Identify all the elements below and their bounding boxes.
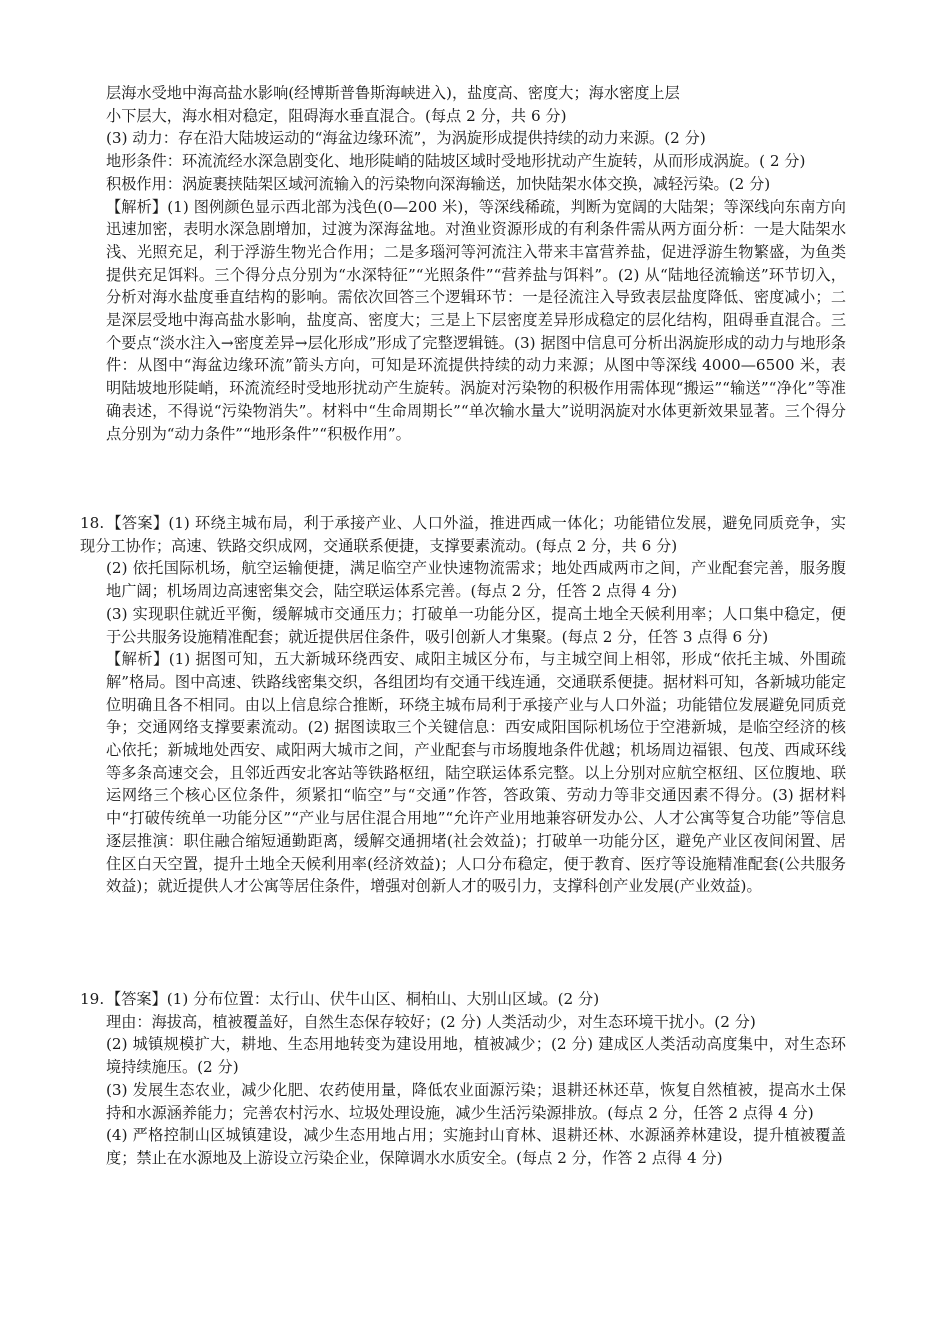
q18-answer-3: (3) 实现职住就近平衡，缓解城市交通压力；打破单一功能分区，提高土地全天候利用率；人口集中稳定，便于公共服务设施精准配套；就近提供居住条件，吸引创新人才集聚。(每点 2 分，任答 3 点得 6 分) <box>106 604 846 646</box>
q18-answer-2: (2) 依托国际机场，航空运输便捷，满足临空产业快速物流需求；地处西咸两市之间，产业配套完善，服务腹地广阔；机场周边高速密集交会，陆空联运体系完善。(每点 2 分，任答 2 点得 4 分) <box>106 559 846 601</box>
q19-answer-1: 19. 【答案】(1) 分布位置：太行山、伏牛山区、桐柏山、大别山区域。(2 分) <box>80 988 846 1011</box>
text-line: 层海水受地中海高盐水影响(经博斯普鲁斯海峡进入)，盐度高、密度大；海水密度上层 <box>106 84 680 102</box>
question-number: 18. <box>80 514 105 532</box>
q17-analysis: 【解析】(1) 图例颜色显示西北部为浅色(0—200 米)，等深线稀疏，判断为宽阔的大陆架；等深线向东南方向迅速加密，表明水深急剧增加，过渡为深海盆地。对渔业资源形成的有利条件需从两方面分析：一是大陆架水浅、光照充足，利于浮游生物光合作用；二是多瑙河等河流注入带来丰富营养盐，促进浮游生物繁盛，为鱼类提供充足饵料。三个得分点分别为“水深特征”“光照条件”“营养盐与饵料”。(2) 从“陆地径流输送”环节切入，分析对海水盐度垂直结构的影响。需依次回答三个逻辑环节：一是径流注入导致表层盐度降低、密度减小；二是深层受地中海高盐水影响，盐度高、密度大；三是上下层密度差异形成稳定的层化结构，阻碍垂直混合。三个要点“淡水注入→密度差异→层化形成”形成了完整逻辑链。(3) 据图中信息可分析出涡旋形成的动力与地形条件：从图中“海盆边缘环流”箭头方向，可知是环流提供持续的动力来源；从图中等深线 4000—6500 米，表明陆坡地形陡峭，环流流经时受地形扰动产生旋转。涡旋对污染物的积极作用需体现“搬运”“输送”“净化”等准确表述，不得说“污染物消失”。材料中“生命周期长”“单次输水量大”说明涡旋对水体更新效果显著。三个得分点分别为“动力条件”“地形条件”“积极作用”。 <box>106 197 846 443</box>
text-line: (3) 动力：存在沿大陆坡运动的“海盆边缘环流”，为涡旋形成提供持续的动力来源。(2 分) <box>106 129 706 148</box>
q19-answer-1-reason: 理由：海拔高，植被覆盖好，自然生态保存较好；(2 分) 人类活动少，对生态环境干扰小。(2 分) <box>106 1012 756 1031</box>
text-line: 积极作用：涡旋裹挟陆架区域河流输入的污染物向深海输送，加快陆架水体交换，减轻污染。(2 分) <box>106 174 771 193</box>
text-line: 小下层大，海水相对稳定，阻碍海水垂直混合。(每点 2 分，共 6 分) <box>106 106 567 125</box>
question-number: 19. <box>80 990 105 1008</box>
q18-analysis: 【解析】(1) 据图可知，五大新城环绕西安、咸阳主城区分布，与主城空间上相邻，形成“依托主城、外围疏解”格局。图中高速、铁路线密集交织，各组团均有交通干线连通，交通联系便捷。据材料可知，各新城功能定位明确且各不相同。由以上信息综合推断，环绕主城布局利于承接产业与人口外溢；功能错位发展避免同质竞争；交通网络支撑要素流动。(2) 据图读取三个关键信息：西安咸阳国际机场位于空港新城，是临空经济的核心依托；新城地处西安、咸阳两大城市之间，产业配套与市场腹地条件优越；机场周边福银、包茂、西咸环线等多条高速交会，且邻近西安北客站等铁路枢纽，陆空联运体系完整。以上分别对应航空枢纽、区位腹地、联运网络三个核心区位条件，须紧扣“临空”与“交通”作答，答政策、劳动力等非交通因素不得分。(3) 据材料中“打破传统单一功能分区”“产业与居住混合用地”“允许产业用地兼容研发办公、人才公寓等复合功能”等信息逐层推演：职住融合缩短通勤距离，缓解交通拥堵(社会效益)；打破单一功能分区，避免产业区夜间闲置、居住区白天空置，提升土地全天候利用率(经济效益)；人口分布稳定，便于教育、医疗等设施精准配套(公共服务效益)；就近提供人才公寓等居住条件，增强对创新人才的吸引力，支撑科创产业发展(产业效益)。 <box>106 650 846 896</box>
q17-answer-continued <box>106 82 846 445</box>
q19-answer-3: (3) 发展生态农业，减少化肥、农药使用量，降低农业面源污染；退耕还林还草，恢复自然植被，提高水土保持和水源涵养能力；完善农村污水、垃圾处理设施，减少生活污染源排放。(每点 2 分，任答 2 点得 4 分) <box>106 1080 846 1122</box>
q18-block <box>80 512 846 898</box>
q18-answer-1: 18. 【答案】(1) 环绕主城布局，利于承接产业、人口外溢，推进西咸一体化；功能错位发展，避免同质竞争，实现分工协作；高速、铁路交织成网，交通联系便捷，支撑要素流动。(每点 2 分，共 6 分) <box>80 514 846 555</box>
q19-block <box>80 988 846 1170</box>
q19-answer-2: (2) 城镇规模扩大，耕地、生态用地转变为建设用地，植被减少；(2 分) 建成区人类活动高度集中，对生态环境持续施压。(2 分) <box>106 1035 846 1077</box>
q19-answer-4: (4) 严格控制山区城镇建设，减少生态用地占用；实施封山育林、退耕还林、水源涵养林建设，提升植被覆盖度；禁止在水源地及上游设立污染企业，保障调水水质安全。(每点 2 分，作答 2 点得 4 分) <box>106 1126 846 1167</box>
text-line: 地形条件：环流流经水深急剧变化、地形陡峭的陆坡区域时受地形扰动产生旋转，从而形成涡旋。( 2 分) <box>106 152 806 171</box>
